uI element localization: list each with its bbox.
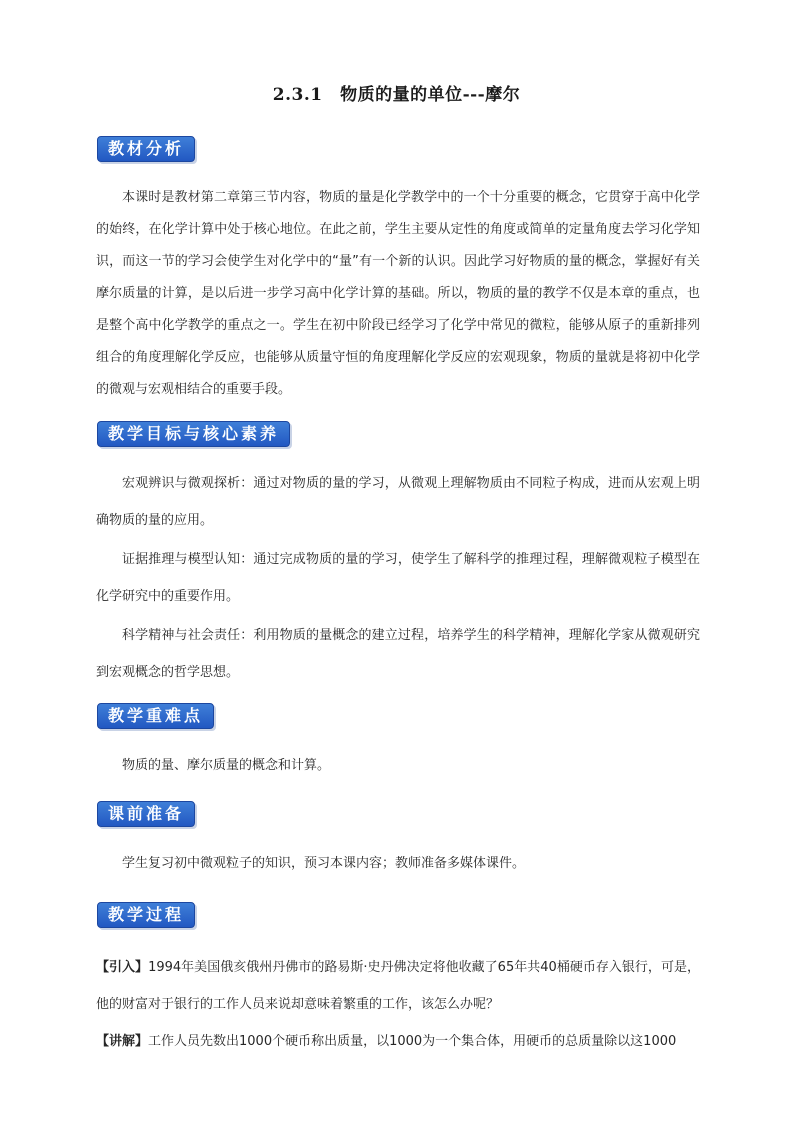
key-points-paragraph: 物质的量、摩尔质量的概念和计算。 <box>122 758 331 773</box>
goal-item-science-spirit: 科学精神与社会责任：利用物质的量概念的建立过程，培养学生的科学精神，理解化学家从微观研究到宏观概念的哲学思想。 <box>96 628 700 680</box>
process-intro-paragraph <box>96 949 700 1023</box>
goal-item-macro-micro: 宏观辨识与微观探析：通过对物质的量的学习，从微观上理解物质由不同粒子构成，进而从宏观上明确物质的量的应用。 <box>96 476 700 528</box>
page-title: 2.3.1 物质的量的单位---摩尔 <box>272 85 521 105</box>
section-heading-preparation: 课前准备 <box>97 801 195 827</box>
goal-item-evidence-model: 证据推理与模型认知：通过完成物质的量的学习，使学生了解科学的推理过程，理解微观粒子模型在化学研究中的重要作用。 <box>96 552 700 604</box>
section-heading-process: 教学过程 <box>97 902 195 928</box>
intro-text: 1994年美国俄亥俄州丹佛市的路易斯·史丹佛决定将他收藏了65年共40桶硬币存入银行，可是，他的财富对于银行的工作人员来说却意味着繁重的工作，该怎么办呢？ <box>96 960 700 1012</box>
section-heading-goals: 教学目标与核心素养 <box>97 421 290 447</box>
section-heading-analysis: 教材分析 <box>97 136 195 162</box>
section-heading-key-points: 教学重难点 <box>97 703 214 729</box>
process-explain-paragraph <box>96 1026 700 1058</box>
preparation-paragraph: 学生复习初中微观粒子的知识，预习本课内容；教师准备多媒体课件。 <box>122 856 526 871</box>
explain-text: 工作人员先数出1000个硬币称出质量，以1000为一个集合体，用硬币的总质量除以这1000 <box>148 1034 677 1049</box>
explain-tag: 【讲解】 <box>96 1034 149 1049</box>
analysis-paragraph: 本课时是教材第二章第三节内容，物质的量是化学教学中的一个十分重要的概念，它贯穿于高中化学的始终，在化学计算中处于核心地位。在此之前，学生主要从定性的角度或简单的定量角度去学习化学知识，而这一节的学习会使学生对化学中的“量”有一个新的认识。因此学习好物质的量的概念，掌握好有关摩尔质量的计算，是以后进一步学习高中化学计算的基础。所以，物质的量的教学不仅是本章的重点，也是整个高中化学教学的重点之一。学生在初中阶段已经学习了化学中常见的微粒，能够从原子的重新排列组合的角度理解化学反应，也能够从质量守恒的角度理解化学反应的宏观现象，物质的量就是将初中化学的微观与宏观相结合的重要手段。 <box>96 190 700 397</box>
intro-tag: 【引入】 <box>96 960 149 975</box>
